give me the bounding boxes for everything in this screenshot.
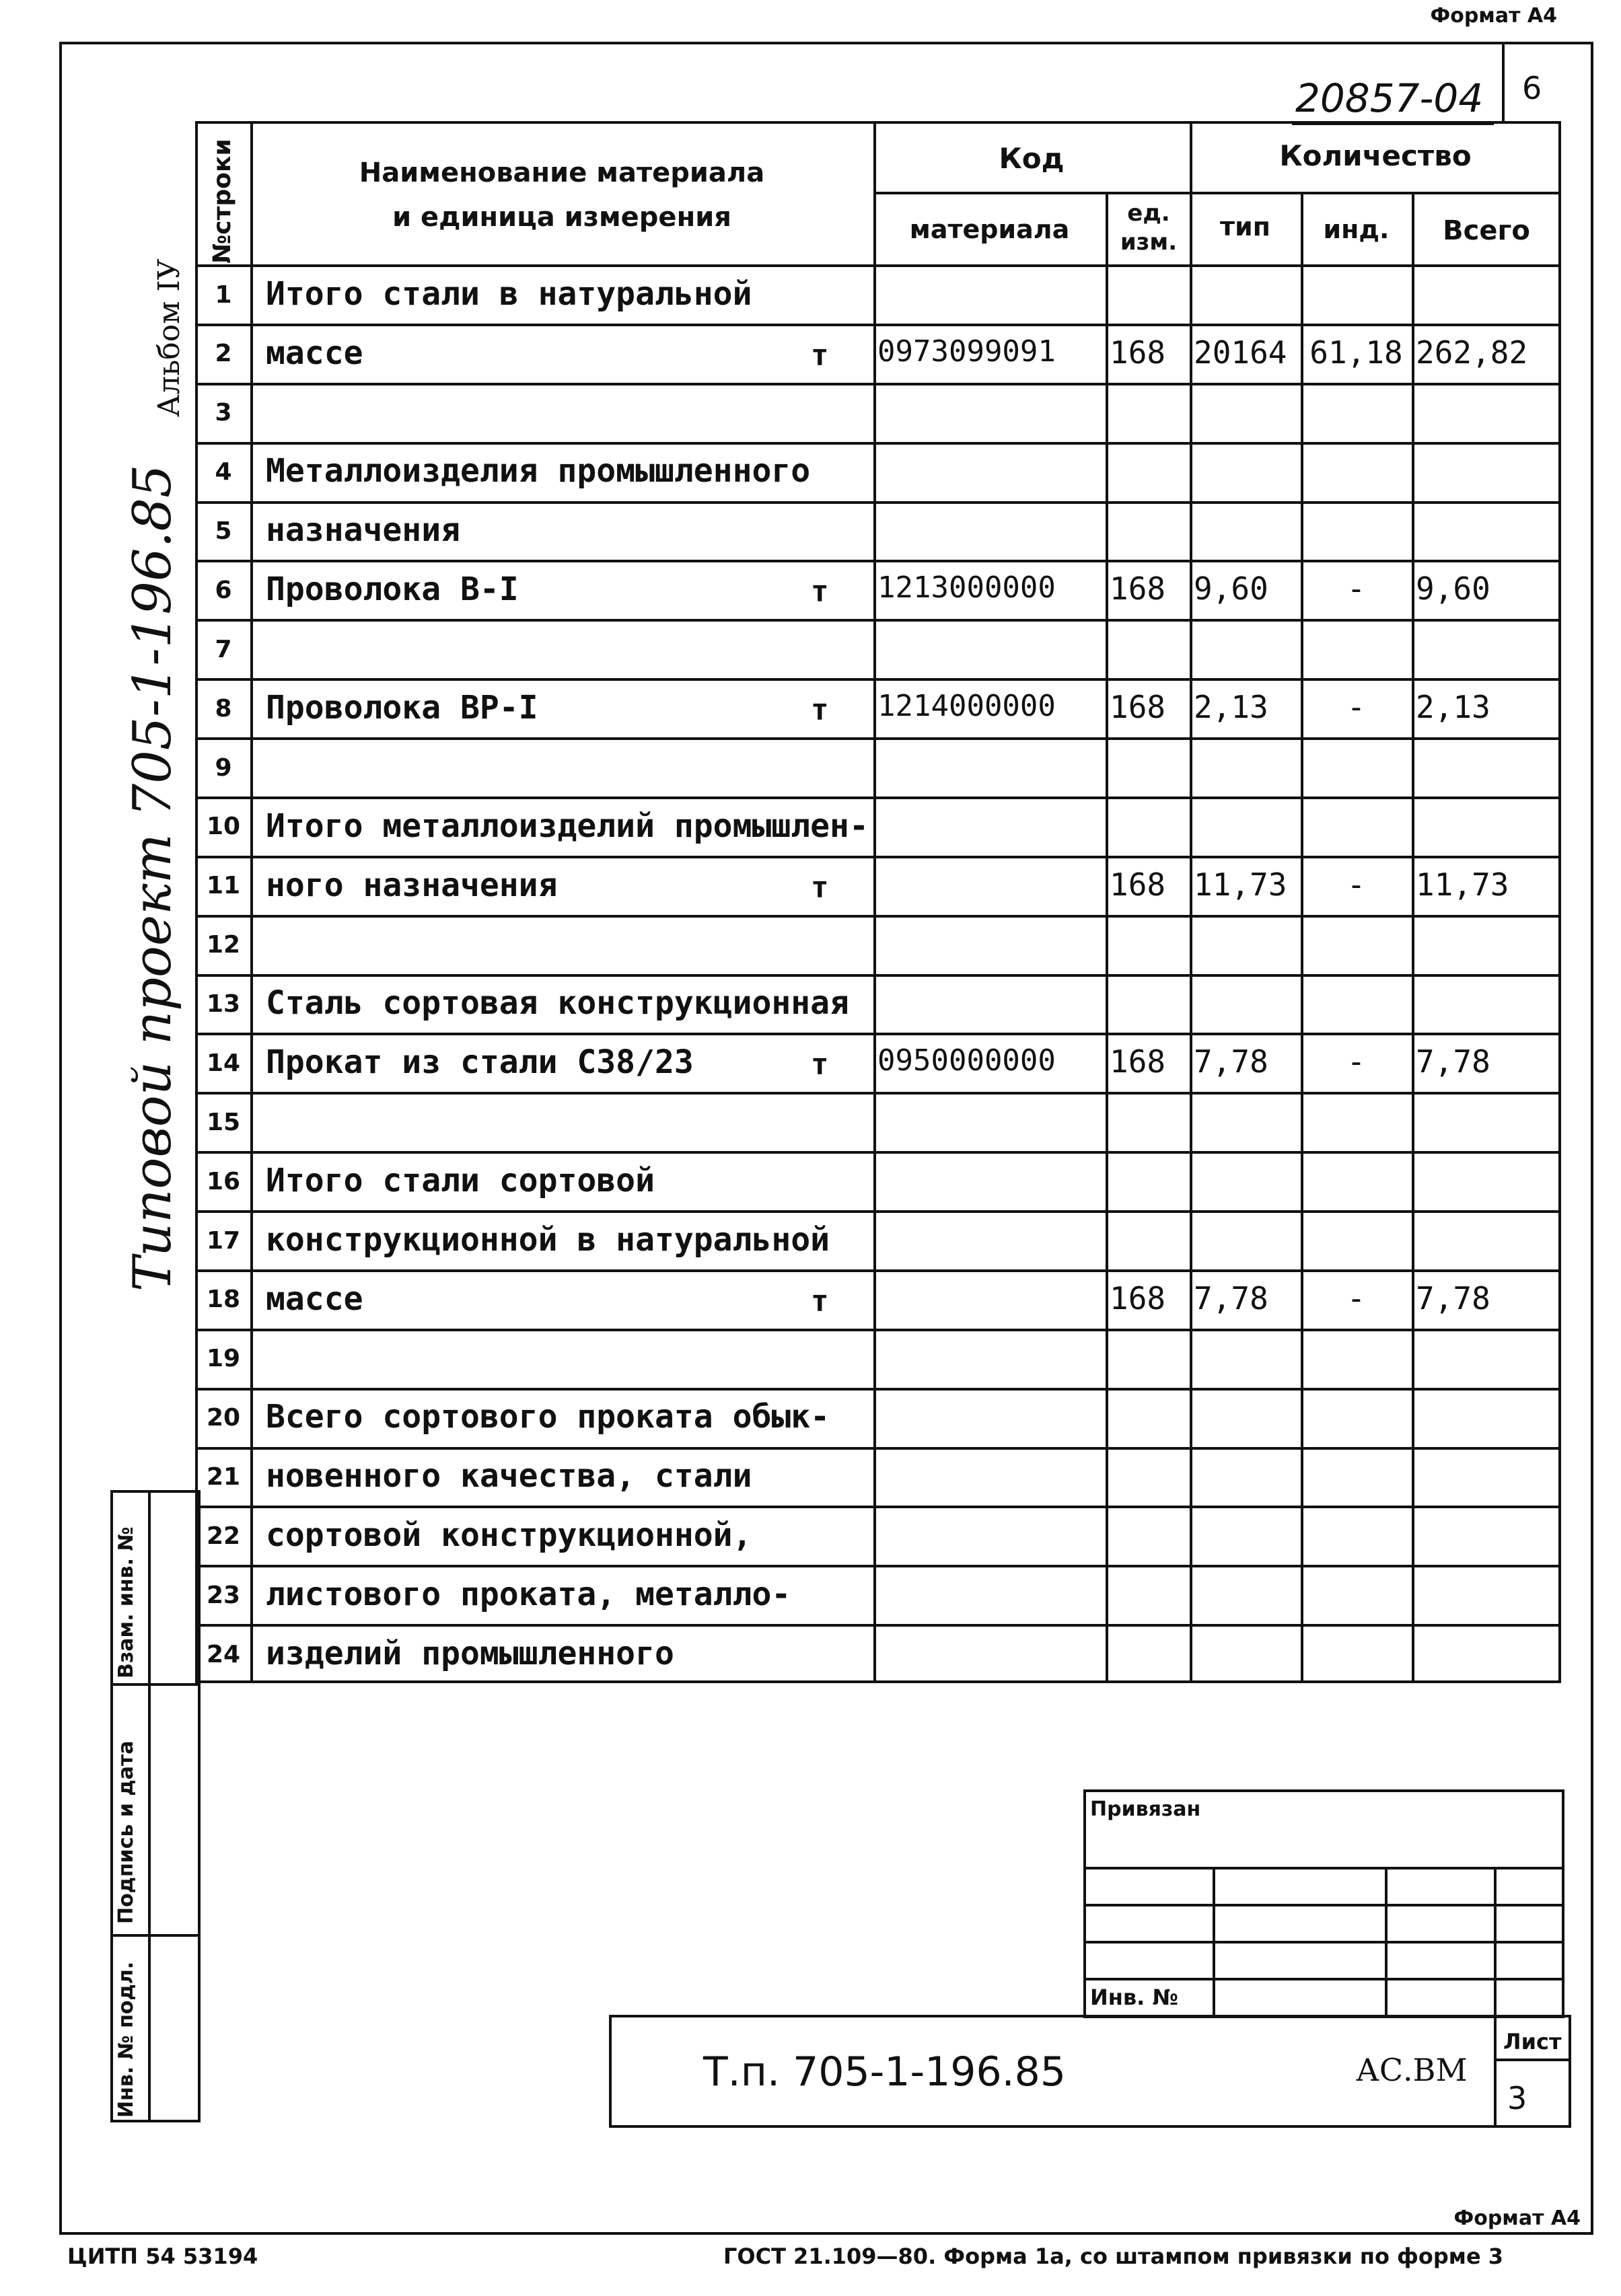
row-number: 24 bbox=[206, 1641, 241, 1668]
album-label: Альбом IУ bbox=[152, 258, 186, 417]
row-total: 11,73 bbox=[1416, 866, 1509, 903]
row-line bbox=[195, 1329, 1561, 1331]
row-number: 16 bbox=[206, 1168, 241, 1195]
binding-col-2 bbox=[1385, 1867, 1388, 2018]
row-total: 9,60 bbox=[1416, 570, 1490, 607]
row-number: 20 bbox=[206, 1404, 241, 1432]
binding-col-3 bbox=[1494, 1867, 1497, 2018]
row-number: 15 bbox=[206, 1109, 241, 1136]
side-stamp-vzam: Взам. инв. № bbox=[114, 1526, 138, 1678]
row-tip: 20164 bbox=[1194, 334, 1287, 371]
row-number: 18 bbox=[206, 1286, 241, 1313]
row-unit-symbol: т bbox=[811, 693, 829, 727]
side-stamp-line-1 bbox=[110, 1683, 201, 1686]
row-number: 14 bbox=[206, 1049, 241, 1077]
row-total: 262,82 bbox=[1416, 334, 1528, 371]
row-number: 22 bbox=[206, 1522, 241, 1550]
row-line bbox=[195, 619, 1561, 622]
row-ind: - bbox=[1346, 570, 1366, 607]
row-line bbox=[195, 1092, 1561, 1095]
row-name: конструкционной в натуральной bbox=[266, 1221, 830, 1259]
row-line bbox=[195, 1388, 1561, 1391]
title-sheet-label: Лист bbox=[1503, 2029, 1562, 2054]
row-tip: 7,78 bbox=[1194, 1280, 1268, 1317]
footer-left: ЦИТП 54 53194 bbox=[67, 2244, 258, 2269]
row-line bbox=[195, 1447, 1561, 1450]
row-number: 11 bbox=[206, 872, 241, 899]
footer-right: ГОСТ 21.109—80. Форма 1а, со штампом привязки по форме 3 bbox=[723, 2244, 1504, 2269]
row-line bbox=[195, 442, 1561, 445]
header-bottom-line bbox=[195, 264, 1561, 267]
row-ind: - bbox=[1346, 866, 1366, 903]
binding-line-4 bbox=[1083, 1978, 1564, 1980]
row-name: новенного качества, стали bbox=[266, 1457, 752, 1495]
row-line bbox=[195, 974, 1561, 977]
row-number: 1 bbox=[215, 281, 232, 309]
row-number: 17 bbox=[206, 1227, 241, 1255]
row-ed: 168 bbox=[1110, 866, 1166, 903]
row-name: сортовой конструкционной, bbox=[266, 1516, 752, 1554]
row-code: 0973099091 bbox=[877, 334, 1056, 369]
header-split-line bbox=[873, 192, 1561, 194]
row-line bbox=[195, 1033, 1561, 1035]
row-tip: 7,78 bbox=[1194, 1043, 1268, 1080]
row-line bbox=[195, 856, 1561, 858]
row-number: 10 bbox=[206, 813, 241, 840]
row-line bbox=[195, 1269, 1561, 1272]
row-total: 7,78 bbox=[1416, 1043, 1490, 1080]
header-code-material: материала bbox=[909, 215, 1070, 244]
row-number: 9 bbox=[215, 754, 232, 782]
title-sheet-number: 3 bbox=[1507, 2080, 1527, 2116]
row-line bbox=[195, 1624, 1561, 1627]
row-name: Сталь сортовая конструкционная bbox=[266, 984, 849, 1022]
row-total: 7,78 bbox=[1416, 1280, 1490, 1317]
col-line-ind bbox=[1412, 192, 1414, 1683]
title-mark: АС.ВМ bbox=[1356, 2052, 1468, 2088]
row-unit-symbol: т bbox=[811, 871, 829, 905]
row-line bbox=[195, 324, 1561, 326]
doc-number: 20857-04 bbox=[1295, 75, 1484, 121]
col-line-code bbox=[1106, 192, 1108, 1683]
side-stamp-inv-podl: Инв. № подл. bbox=[114, 1961, 138, 2118]
header-name-line1: Наименование материала bbox=[359, 157, 765, 188]
row-number: 13 bbox=[206, 990, 241, 1018]
row-name: ного назначения bbox=[266, 866, 558, 904]
row-ed: 168 bbox=[1110, 1280, 1166, 1317]
row-line bbox=[195, 501, 1561, 504]
row-unit-symbol: т bbox=[811, 575, 829, 609]
row-total: 2,13 bbox=[1416, 689, 1490, 725]
row-number: 4 bbox=[215, 458, 232, 486]
row-name: Итого стали сортовой bbox=[266, 1162, 655, 1199]
page-number-divider bbox=[1502, 42, 1505, 122]
row-number: 23 bbox=[206, 1582, 241, 1609]
binding-line-2 bbox=[1083, 1904, 1564, 1906]
row-number: 19 bbox=[206, 1345, 241, 1372]
row-number: 21 bbox=[206, 1463, 241, 1491]
row-number: 2 bbox=[215, 340, 232, 367]
row-unit-symbol: т bbox=[811, 1047, 829, 1082]
row-number: 6 bbox=[215, 577, 232, 604]
row-code: 1213000000 bbox=[877, 570, 1056, 605]
row-line bbox=[195, 383, 1561, 385]
row-name: Всего сортового проката обык- bbox=[266, 1398, 830, 1436]
format-label-top: Формат А4 bbox=[1430, 4, 1557, 28]
row-name: назначения bbox=[266, 511, 460, 549]
row-name: Итого металлоизделий промышлен- bbox=[266, 807, 869, 845]
title-sheet-line bbox=[1494, 2059, 1571, 2061]
row-line bbox=[195, 797, 1561, 799]
header-code: Код bbox=[999, 142, 1065, 175]
row-name: листового проката, металло- bbox=[266, 1576, 791, 1613]
format-label-bottom: Формат А4 bbox=[1453, 2207, 1581, 2230]
side-stamp-podpis: Подпись и дата bbox=[114, 1740, 138, 1924]
row-ed: 168 bbox=[1110, 1043, 1166, 1080]
row-number: 5 bbox=[215, 517, 232, 545]
header-code-unit: ед. изм. bbox=[1120, 200, 1178, 256]
title-sheet-divider bbox=[1494, 2015, 1497, 2128]
row-name: Итого стали в натуральной bbox=[266, 275, 752, 313]
binding-col-1 bbox=[1213, 1867, 1215, 2018]
row-line bbox=[195, 560, 1561, 562]
row-ed: 168 bbox=[1110, 334, 1166, 371]
header-qty-total: Всего bbox=[1443, 215, 1530, 246]
row-ind: - bbox=[1346, 1280, 1366, 1317]
col-line-type bbox=[1301, 192, 1303, 1683]
row-name: изделий промышленного bbox=[266, 1635, 674, 1672]
row-line bbox=[195, 678, 1561, 681]
header-qty-type: тип bbox=[1220, 212, 1270, 242]
row-name: массе bbox=[266, 1280, 363, 1318]
row-number: 7 bbox=[215, 636, 232, 663]
row-tip: 11,73 bbox=[1194, 866, 1287, 903]
row-ed: 168 bbox=[1110, 570, 1166, 607]
typical-project-label: Типовой проект 705-1-196.85 bbox=[122, 464, 183, 1292]
row-number: 12 bbox=[206, 931, 241, 959]
row-code: 1214000000 bbox=[877, 689, 1056, 723]
row-line bbox=[195, 1565, 1561, 1567]
binding-line-3 bbox=[1083, 1941, 1564, 1943]
page-number: 6 bbox=[1522, 70, 1542, 106]
binding-line-1 bbox=[1083, 1867, 1564, 1869]
row-name: Проволока В-I bbox=[266, 570, 519, 608]
row-unit-symbol: т bbox=[811, 1284, 829, 1319]
row-number: 8 bbox=[215, 695, 232, 723]
row-ind: 61,18 bbox=[1309, 334, 1403, 371]
header-row-no: №строки bbox=[209, 139, 236, 264]
row-ind: - bbox=[1346, 1043, 1366, 1080]
header-name-line2: и единица измерения bbox=[392, 202, 731, 233]
row-code: 0950000000 bbox=[877, 1043, 1056, 1078]
side-stamp-line-2 bbox=[110, 1934, 201, 1937]
header-quantity: Количество bbox=[1279, 139, 1472, 172]
row-line bbox=[195, 737, 1561, 740]
row-name: массе bbox=[266, 334, 363, 372]
row-name: Прокат из стали С38/23 bbox=[266, 1043, 694, 1081]
side-stamp-divider bbox=[148, 1490, 151, 2122]
row-line bbox=[195, 915, 1561, 918]
header-qty-ind: инд. bbox=[1323, 215, 1390, 244]
row-tip: 2,13 bbox=[1194, 689, 1268, 725]
row-name: Проволока ВР-I bbox=[266, 689, 538, 727]
row-number: 3 bbox=[215, 399, 232, 427]
row-ed: 168 bbox=[1110, 689, 1166, 725]
row-line bbox=[195, 1210, 1561, 1213]
row-tip: 9,60 bbox=[1194, 570, 1268, 607]
row-line bbox=[195, 1506, 1561, 1508]
inv-no-label: Инв. № bbox=[1090, 1985, 1178, 2010]
row-name: Металлоизделия промышленного bbox=[266, 452, 811, 490]
row-ind: - bbox=[1346, 689, 1366, 725]
binding-stamp-label: Привязан bbox=[1090, 1798, 1201, 1821]
row-line bbox=[195, 1151, 1561, 1154]
row-unit-symbol: т bbox=[811, 338, 829, 373]
title-designation: Т.п. 705-1-196.85 bbox=[703, 2048, 1067, 2096]
